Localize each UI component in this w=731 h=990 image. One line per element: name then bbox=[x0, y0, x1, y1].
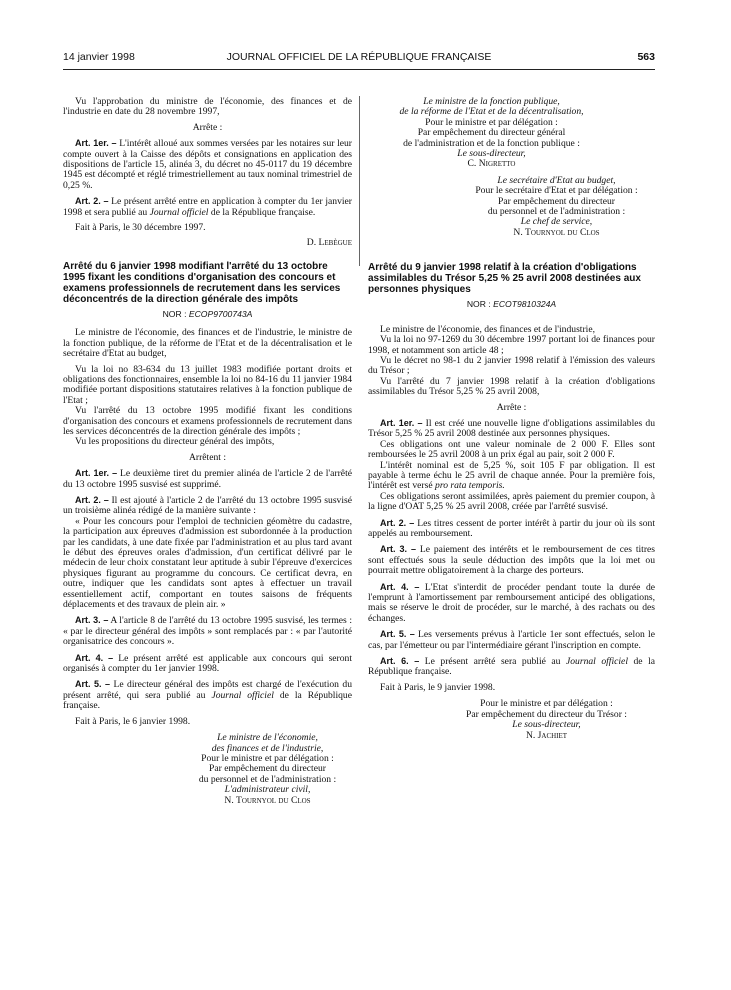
vu-loi-83-634: Vu la loi no 83-634 du 13 juillet 1983 modifiée portant droits et obligations des fonctionnaires, ensemble la loi no 84-16 du 11 janvier 1984 modifiée portant dispositions statutaires relatives à la fonction publique de l'Etat ; bbox=[63, 363, 352, 406]
vu-propositions: Vu les propositions du directeur général des impôts, bbox=[75, 436, 275, 448]
article-2-quote: « Pour les concours pour l'emploi de technicien géomètre du cadastre, la participation aux épreuves d'admission est subordonnée à la production par les candidats, à une date fixée par l'administration et au plus tard avant le début des épreuves orales d'admission, d'un certificat délivré par le médecin de leur choix constatant leur aptitude à subir l'épreuve d'exercices physiques figurant au programme du concours. Ce certificat devra, en outre, indiquer que les candidats sont aptes à effectuer un travail essentiellement actif, comportant en toutes saisons de fréquents déplacements et des travaux de plein air. » bbox=[63, 515, 352, 611]
sig-line: Par empêchement du directeur bbox=[209, 763, 326, 775]
sig-line: de la réforme de l'Etat et de la décentralisation, bbox=[399, 106, 584, 118]
decree-title-6-janvier: Arrêté du 6 janvier 1998 modifiant l'arrêté du 13 octobre 1995 fixant les conditions d'organisation des concours et examens professionnels de recrutement dans les services déconcentrés de la direction générale des impôts bbox=[63, 260, 341, 305]
signature-block-tresor bbox=[368, 699, 655, 741]
sig-line: Le ministre de la fonction publique, bbox=[423, 96, 560, 107]
article-4: Art. 4. – L'Etat s'interdit de procéder pendant toute la durée de l'emprunt à l'amortissement par remboursement anticipé des obligations, mais se réserve le droit de procéder, sur le marché, à des rachats ou des échanges. bbox=[368, 581, 655, 624]
fait-a-paris: Fait à Paris, le 9 janvier 1998. bbox=[380, 681, 496, 693]
sig-line: Par empêchement du directeur général bbox=[417, 127, 566, 139]
arrete-heading: Arrête : bbox=[496, 401, 527, 413]
preamble: Le ministre de l'économie, des finances et de l'industrie, bbox=[380, 323, 595, 335]
column-divider bbox=[359, 96, 360, 266]
header-date: 14 janvier 1998 bbox=[63, 51, 135, 63]
header-journal-title: JOURNAL OFFICIEL DE LA RÉPUBLIQUE FRANÇAISE bbox=[226, 51, 492, 63]
article-1-nominal: Ces obligations ont une valeur nominale de 2 000 F. Elles sont remboursées le 25 avril 2008 à un prix égal au pair, soit 2 000 F. bbox=[368, 438, 655, 461]
sig-line: Le chef de service, bbox=[520, 216, 593, 228]
signatory-name: N. Tournyol du Clos bbox=[224, 794, 311, 806]
article-3: Art. 3. – Le paiement des intérêts et le remboursement de ces titres sont effectués sous la seule déduction des impôts que la loi met ou pourrait mettre obligatoirement à la charge des porteurs. bbox=[368, 544, 655, 577]
sig-line: Pour le ministre et par délégation : bbox=[480, 698, 613, 710]
fait-a-paris-prev: Fait à Paris, le 30 décembre 1997. bbox=[75, 222, 206, 234]
vu-loi-97-1269: Vu la loi no 97-1269 du 30 décembre 1997 portant loi de finances pour 1998, et notamment son article 48 ; bbox=[368, 334, 655, 356]
signature-block-fonction-publique bbox=[368, 97, 655, 170]
signatory-name: N. Tournyol du Clos bbox=[513, 226, 600, 238]
article-1: Art. 1er. – Le deuxième tiret du premier alinéa de l'article 2 de l'arrêté du 13 octobre 1995 susvisé est supprimé. bbox=[63, 468, 352, 490]
sig-line: Pour le ministre et par délégation : bbox=[201, 752, 334, 764]
preamble: Le ministre de l'économie, des finances et de l'industrie, le ministre de la fonction publique, de la réforme de l'Etat et de la décentralisation et le secrétaire d'Etat au budget, bbox=[63, 327, 352, 360]
sig-line: de l'administration et de la fonction publique : bbox=[403, 137, 580, 149]
signature-lebegue: D. Lebègue bbox=[306, 237, 352, 249]
sig-line: Pour le secrétaire d'Etat et par délégation : bbox=[475, 185, 638, 197]
sig-line: des finances et de l'industrie, bbox=[211, 742, 324, 754]
arretent-heading: Arrêtent : bbox=[188, 451, 227, 463]
right-column bbox=[368, 97, 655, 741]
article-6: Art. 6. – Le présent arrêté sera publié au Journal officiel de la République française. bbox=[368, 656, 655, 678]
sig-line: L'administrateur civil, bbox=[224, 784, 311, 796]
sig-line: Le secrétaire d'Etat au budget, bbox=[497, 174, 616, 186]
nor-reference: NOR : ECOP9700743A bbox=[162, 308, 253, 319]
vu-approbation: Vu l'approbation du ministre de l'économie, des finances et de l'industrie en date du 28 novembre 1997, bbox=[63, 96, 352, 118]
signature-block-economie bbox=[63, 733, 352, 806]
sig-line: Le sous-directeur, bbox=[457, 148, 526, 160]
article-2: Art. 2. – Il est ajouté à l'article 2 de l'arrêté du 13 octobre 1995 susvisé un troisième alinéa rédigé de la manière suivante : bbox=[63, 494, 353, 517]
sig-line: Par empêchement du directeur du Trésor : bbox=[466, 708, 627, 720]
sig-line: du personnel et de l'administration : bbox=[198, 773, 337, 785]
arrete-heading: Arrête : bbox=[192, 121, 223, 133]
page-number: 563 bbox=[637, 51, 655, 63]
sig-line: Le ministre de l'économie, bbox=[217, 732, 318, 744]
article-4: Art. 4. – Le présent arrêté est applicable aux concours qui seront organisés à compter du 1er janvier 1998. bbox=[63, 652, 353, 675]
article-1-assimilation: Ces obligations seront assimilées, après paiement du premier coupon, à la ligne d'OAT 5,25 % 25 avril 2008, créée par l'arrêté susvisé. bbox=[368, 490, 655, 513]
article-2: Art. 2. – Les titres cessent de porter intérêt à partir du jour où ils sont appelés au remboursement. bbox=[368, 517, 656, 539]
nor-reference: NOR : ECOT9810324A bbox=[466, 299, 557, 310]
sig-line: Pour le ministre et par délégation : bbox=[425, 116, 558, 128]
signature-block-budget bbox=[368, 176, 655, 238]
sig-line: Par empêchement du directeur bbox=[498, 195, 615, 207]
article-3: Art. 3. – A l'article 8 de l'arrêté du 13 octobre 1995 susvisé, les termes : « par le directeur général des impôts » sont remplacés par : « par l'autorité organisatrice des concours ». bbox=[63, 615, 352, 648]
article-5: Art. 5. – Le directeur général des impôts est chargé de l'exécution du présent arrêté, qui sera publié au Journal officiel de la République française. bbox=[63, 679, 352, 712]
article-1-interest: L'intérêt nominal est de 5,25 %, soit 105 F par obligation. Il est payable à terme échu le 25 avril de chaque année. Pour la première fois, l'intérêt est versé pro rata temporis. bbox=[368, 459, 655, 492]
article-1-prev: Art. 1er. – L'intérêt alloué aux sommes versées par les notaires sur leur compte ouvert à la Caisse des dépôts et consignations en application des dispositions de l'article 15, alinéa 3, du décret no 45-0117 du 19 décembre 1945 est décompté et réglé trimestriellement au taux nominal trimestriel de 0,25 %. bbox=[63, 138, 352, 191]
header-rule bbox=[63, 69, 655, 70]
running-header bbox=[63, 51, 655, 65]
article-1: Art. 1er. – Il est créé une nouvelle ligne d'obligations assimilables du Trésor 5,25 % 25 avril 2008 destinée aux personnes physiques. bbox=[368, 417, 655, 440]
fait-a-paris: Fait à Paris, le 6 janvier 1998. bbox=[75, 715, 191, 727]
decree-title-9-janvier: Arrêté du 9 janvier 1998 relatif à la création d'obligations assimilables du Trésor 5,25 % 25 avril 2008 destinées aux personnes physiques bbox=[368, 262, 641, 296]
vu-arrete-1995: Vu l'arrêté du 13 octobre 1995 modifié fixant les conditions d'organisation des concours et examens professionnels de recrutement dans les services déconcentrés de la direction générale des impôts ; bbox=[63, 405, 352, 437]
sig-line: Le sous-directeur, bbox=[512, 719, 581, 731]
vu-arrete-7-janvier: Vu l'arrêté du 7 janvier 1998 relatif à la création d'obligations assimilables du Trésor 5,25 % 25 avril 2008, bbox=[368, 375, 655, 398]
left-column bbox=[63, 97, 352, 806]
article-5: Art. 5. – Les versements prévus à l'article 1er sont effectués, selon le cas, par l'émetteur ou par l'intermédiaire gérant l'inscription en compte. bbox=[368, 629, 655, 651]
sig-line: du personnel et de l'administration : bbox=[487, 206, 626, 218]
vu-decret-98-1: Vu le décret no 98-1 du 2 janvier 1998 relatif à l'émission des valeurs du Trésor ; bbox=[368, 354, 655, 377]
article-2-prev: Art. 2. – Le présent arrêté entre en application à compter du 1er janvier 1998 et sera publié au Journal officiel de la République française. bbox=[63, 196, 352, 218]
signatory-name: N. Jachiet bbox=[525, 729, 568, 741]
signatory-name: C. Nigretto bbox=[467, 158, 516, 170]
